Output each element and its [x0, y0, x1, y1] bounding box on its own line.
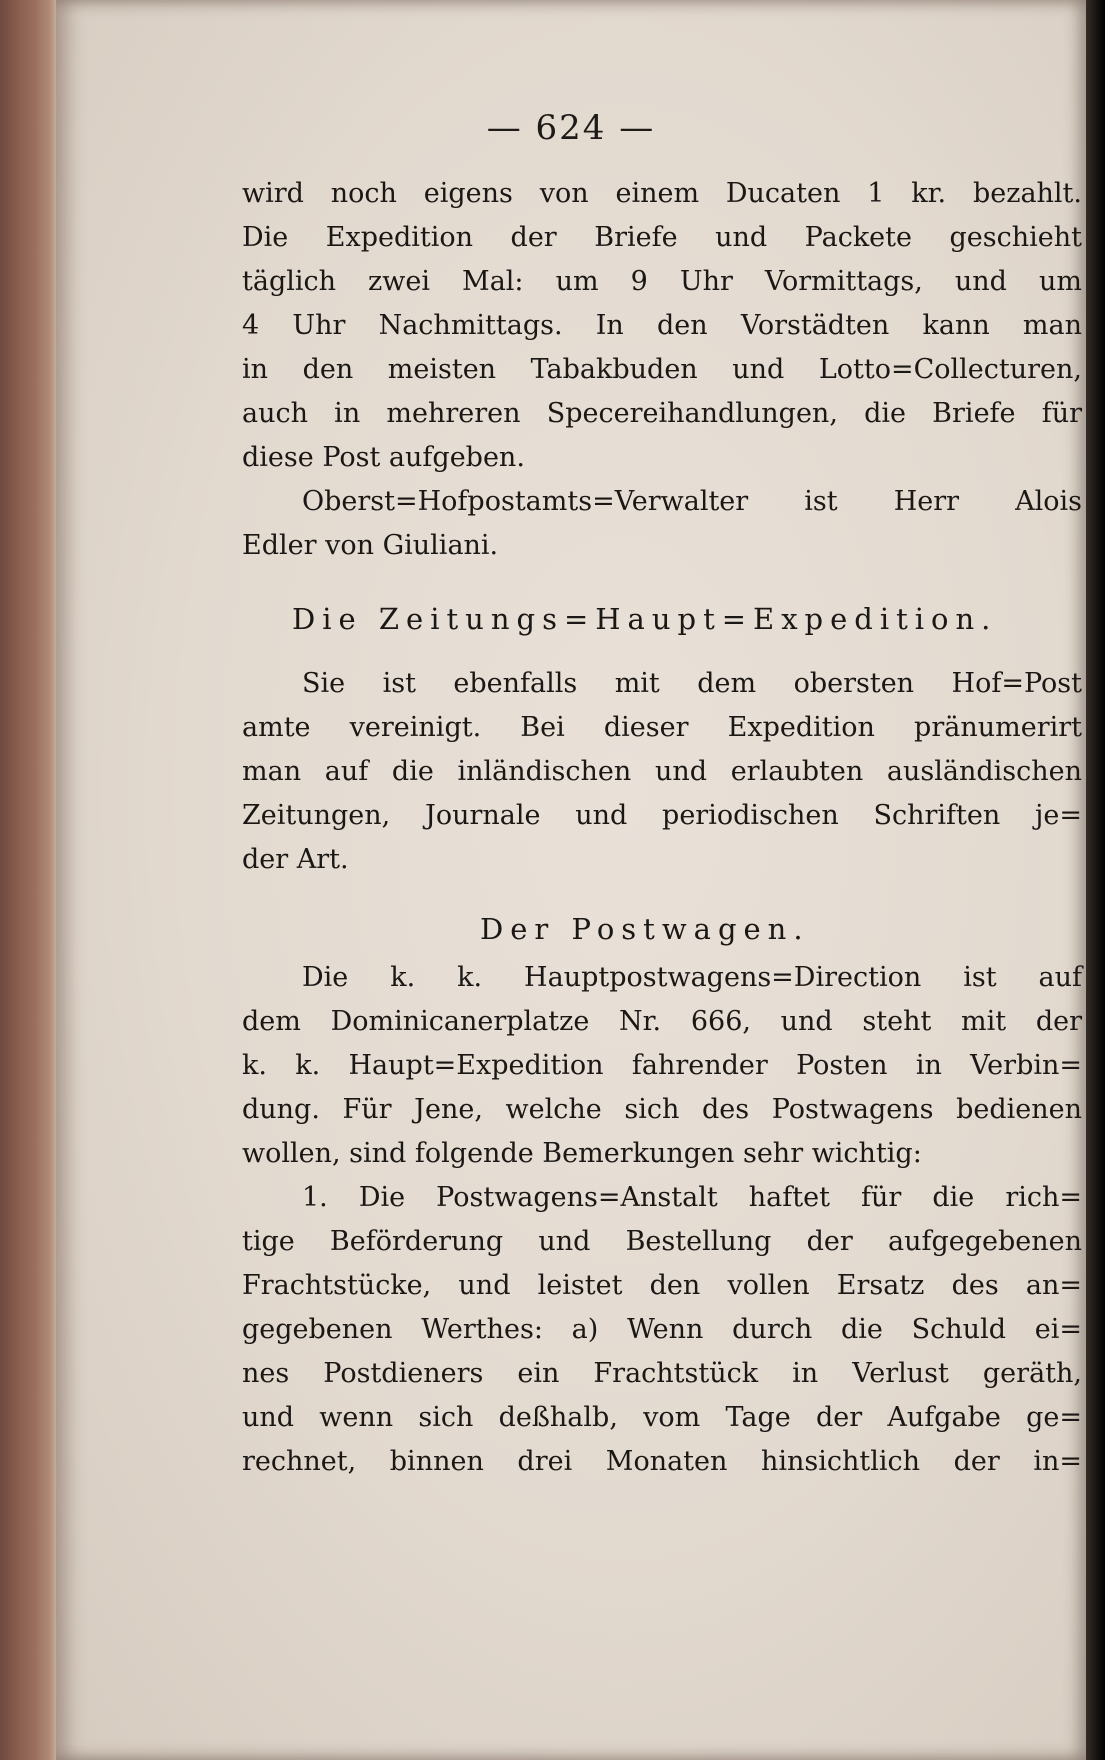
text-line: Die Expedition der Briefe und Packete geschieht [242, 222, 1082, 253]
text-line: nes Postdieners ein Frachtstück in Verlust geräth, [242, 1358, 1082, 1389]
text-line: 4 Uhr Nachmittags. In den Vorstädten kann man [242, 310, 1082, 341]
text-line: rechnet, binnen drei Monaten hinsichtlich der in= [242, 1446, 1082, 1477]
section-heading: Die Zeitungs=Haupt=Expedition. [292, 602, 998, 636]
text-line: wird noch eigens von einem Ducaten 1 kr. bezahlt. [242, 178, 1082, 209]
text-line: man auf die inländischen und erlaubten ausländischen [242, 756, 1082, 787]
text-line: Zeitungen, Journale und periodischen Schriften je= [242, 800, 1082, 831]
text-line: auch in mehreren Specereihandlungen, die Briefe für [242, 398, 1082, 429]
text-line: 1. Die Postwagens=Anstalt haftet für die rich= [302, 1182, 1082, 1213]
text-line: täglich zwei Mal: um 9 Uhr Vormittags, und um [242, 266, 1082, 297]
text-line: k. k. Haupt=Expedition fahrender Posten in Verbin= [242, 1050, 1082, 1081]
text-line: tige Beförderung und Bestellung der aufgegebenen [242, 1226, 1082, 1257]
text-line: in den meisten Tabakbuden und Lotto=Collecturen, [242, 354, 1082, 385]
text-line: gegebenen Werthes: a) Wenn durch die Schuld ei= [242, 1314, 1082, 1345]
text-line: Sie ist ebenfalls mit dem obersten Hof=Post [302, 668, 1082, 699]
text-line: wollen, sind folgende Bemerkungen sehr wichtig: [242, 1138, 922, 1169]
text-line: Frachtstücke, und leistet den vollen Ersatz des an= [242, 1270, 1082, 1301]
text-line: dung. Für Jene, welche sich des Postwagens bedienen [242, 1094, 1082, 1125]
text-line: der Art. [242, 844, 349, 875]
text-line: Oberst=Hofpostamts=Verwalter ist Herr Alois [302, 486, 1082, 517]
book-cover-edge [1083, 0, 1105, 1760]
text-line: diese Post aufgeben. [242, 442, 525, 473]
text-line: und wenn sich deßhalb, vom Tage der Aufgabe ge= [242, 1402, 1082, 1433]
text-line: amte vereinigt. Bei dieser Expedition pränumerirt [242, 712, 1082, 743]
book-page-edges [0, 0, 62, 1760]
section-heading: Der Postwagen. [480, 912, 810, 946]
page [56, 0, 1086, 1760]
page-number: — 624 — [486, 108, 656, 148]
text-line: Edler von Giuliani. [242, 530, 499, 561]
text-line: Die k. k. Hauptpostwagens=Direction ist auf [302, 962, 1082, 993]
text-line: dem Dominicanerplatze Nr. 666, und steht mit der [242, 1006, 1082, 1037]
